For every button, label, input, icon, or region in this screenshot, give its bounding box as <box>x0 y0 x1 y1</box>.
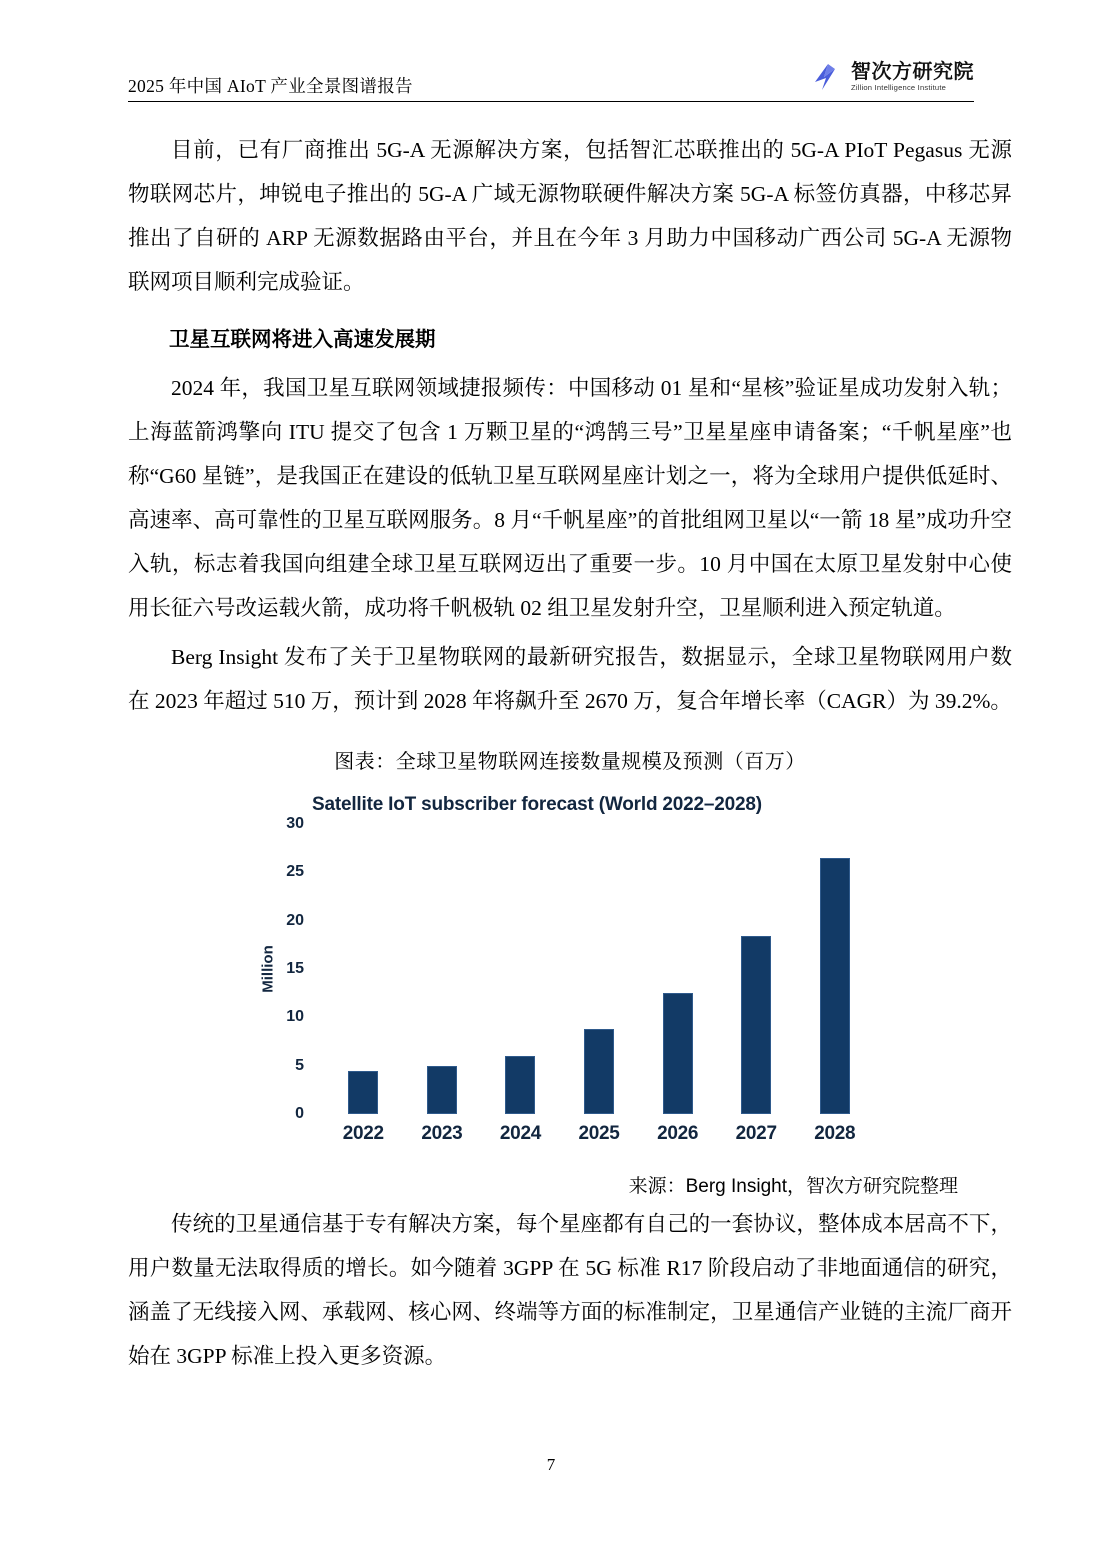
brand-logo-text <box>851 62 974 92</box>
chart-x-tick: 2028 <box>814 1123 856 1144</box>
y-tick-30: 30 <box>286 815 304 832</box>
y-tick-20: 20 <box>286 911 304 929</box>
chart-bar-slot <box>638 824 717 1114</box>
y-tick-25: 25 <box>286 863 304 881</box>
zillion-z-bolt-logo-icon <box>811 60 845 94</box>
paragraph-berg-insight: Berg Insight 发布了关于卫星物联网的最新研究报告，数据显示，全球卫星物联网用户数在 2023 年超过 510 万，预计到 2028 年将飙升至 2670 万，复合年增长率（CAGR）为 39.2%。 <box>128 645 1012 713</box>
chart-x-tick: 2027 <box>735 1123 777 1144</box>
header-title: 2025 年中国 AIoT 产业全景图谱报告 <box>128 75 413 96</box>
paragraph-satellite-2024: 2024 年，我国卫星互联网领域捷报频传：中国移动 01 星和“星核”验证星成功发射入轨；上海蓝箭鸿擎向 ITU 提交了包含 1 万颗卫星的“鸿鹄三号”卫星星座申请备案；“千帆星座”也称“G60 星链”，是我国正在建设的低轨卫星互联网星座计划之一，将为全球用户提供低延时、高速率、高可靠性的卫星互联网服务。8 月“千帆星座”的首批组网卫星以“一箭 18 星”成功升空入轨，标志着我国向组建全球卫星互联网迈出了重要一步。10 月中国在太原卫星发射中心使用长征六号改运载火箭，成功将千帆极轨 02 组卫星发射升空，卫星顺利进入预定轨道。 <box>128 376 1012 620</box>
bar-chart <box>260 794 880 1145</box>
chart-title: Satellite IoT subscriber forecast (World 2022–2028) <box>312 794 762 815</box>
figure-satellite-iot-forecast <box>128 745 1012 1198</box>
chart-bar-slot <box>560 824 639 1114</box>
chart-y-axis-label: Million <box>259 945 277 993</box>
y-tick-0: 0 <box>295 1105 304 1122</box>
chart-bars <box>324 824 874 1114</box>
chart-x-axis <box>312 1123 880 1145</box>
chart-x-tick: 2026 <box>657 1123 699 1144</box>
chart-x-tick: 2024 <box>499 1123 541 1144</box>
chart-x-tick: 2022 <box>342 1123 384 1144</box>
y-tick-5: 5 <box>295 1056 304 1074</box>
page-footer <box>0 1455 1102 1475</box>
brand-name-en: Zillion Intelligence Institute <box>851 83 947 93</box>
paragraph-passive-5ga: 目前，已有厂商推出 5G-A 无源解决方案，包括智汇芯联推出的 5G-A PIoT Pegasus 无源物联网芯片，坤锐电子推出的 5G-A 广域无源物联硬件解决方案 5G-A 标签仿真器，中移芯昇推出了自研的 ARP 无源数据路由平台，并且在今年 3 月助力中国移动广西公司 5G-A 无源物联网项目顺利完成验证。 <box>128 138 1012 294</box>
chart-y-axis <box>259 815 312 1122</box>
brand-name-cn: 智次方研究院 <box>851 60 974 83</box>
y-tick-10: 10 <box>286 1008 304 1026</box>
chart-bar-slot <box>717 824 796 1114</box>
section-heading-satellite-internet: 卫星互联网将进入高速发展期 <box>169 328 436 351</box>
chart-bar <box>663 993 693 1114</box>
chart-bar-slot <box>795 824 874 1114</box>
page-header <box>128 52 974 102</box>
figure-caption: 图表：全球卫星物联网连接数量规模及预测（百万） <box>334 751 806 773</box>
chart-bar <box>741 936 771 1114</box>
chart-bar <box>820 858 850 1114</box>
chart-bar <box>348 1071 378 1114</box>
chart-bar <box>505 1056 535 1114</box>
chart-bar-slot <box>324 824 403 1114</box>
chart-bar <box>427 1066 457 1114</box>
brand-logo <box>811 60 974 96</box>
chart-bar-slot <box>403 824 482 1114</box>
page-content <box>128 128 1012 1383</box>
chart-bar <box>584 1029 614 1114</box>
chart-x-tick: 2023 <box>421 1123 463 1144</box>
paragraph-traditional-satcom: 传统的卫星通信基于专有解决方案，每个星座都有自己的一套协议，整体成本居高不下，用户数量无法取得质的增长。如今随着 3GPP 在 5G 标准 R17 阶段启动了非地面通信的研究，涵盖了无线接入网、承载网、核心网、终端等方面的标准制定，卫星通信产业链的主流厂商开始在 3GPP 标准上投入更多资源。 <box>128 1212 1012 1368</box>
page-number: 7 <box>546 1455 556 1474</box>
chart-bar-slot <box>481 824 560 1114</box>
y-tick-15: 15 <box>286 960 304 977</box>
chart-plot-area <box>259 815 880 1122</box>
chart-x-tick: 2025 <box>578 1123 620 1144</box>
figure-source: 来源：Berg Insight，智次方研究院整理 <box>628 1176 958 1197</box>
